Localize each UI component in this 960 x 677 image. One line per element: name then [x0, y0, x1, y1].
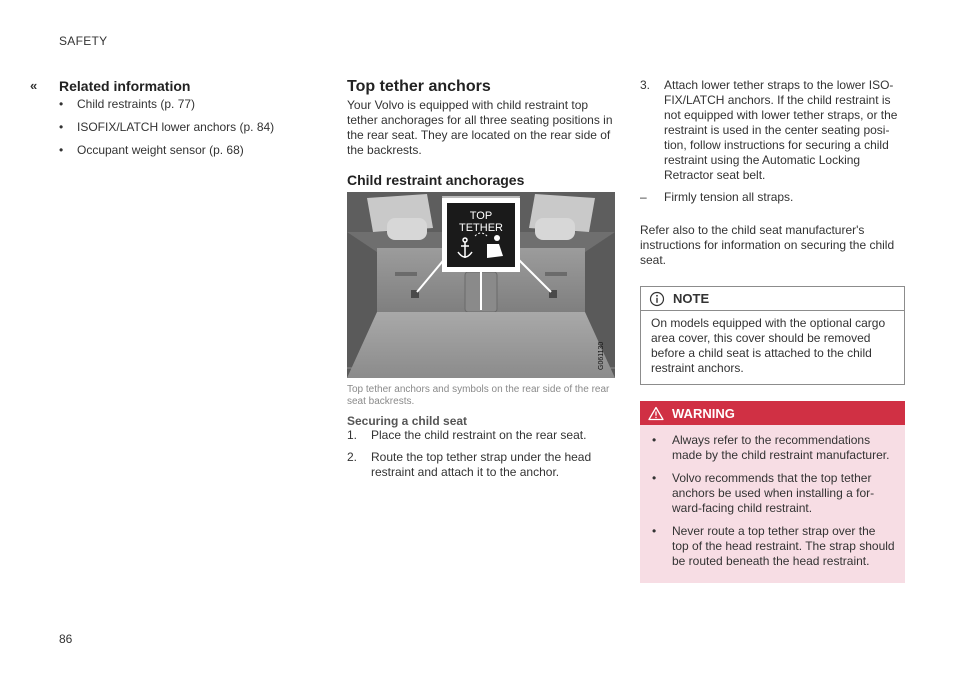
section-header: SAFETY — [59, 34, 108, 48]
intro-paragraph: Your Volvo is equipped with child restraint top tether anchorages for all three seating positions in the rear seat. They are located on the rear side of the backrests. — [347, 98, 613, 157]
warning-list — [640, 425, 905, 583]
image-code: G061130 — [598, 341, 605, 370]
dash-marker: – — [640, 190, 647, 204]
note-text: On models equipped with the optional cargo area cover, this cover should be removed before a child seat is attached to the child restraint anchors. — [651, 316, 886, 375]
steps-list-part2 — [640, 78, 905, 183]
note-header — [641, 287, 904, 311]
page-title: Top tether anchors — [347, 78, 491, 95]
page-number: 86 — [59, 632, 73, 646]
related-link[interactable]: • Child restraints (p. 77) — [59, 97, 309, 112]
related-information-column — [59, 78, 309, 166]
warning-box — [640, 401, 905, 583]
warning-triangle-icon — [648, 406, 664, 421]
step-number: 2. — [347, 450, 358, 464]
step-text: Route the top tether strap under the head restraint and attach it to the anchor. — [371, 450, 592, 479]
warning-header — [640, 401, 905, 425]
procedure-title: Securing a child seat — [347, 414, 468, 428]
warning-label: WARNING — [672, 405, 735, 421]
cargo-area-illustration — [347, 192, 615, 378]
step-item — [640, 78, 905, 183]
related-links-list — [59, 97, 309, 158]
cargo-area-drawing — [347, 192, 615, 378]
related-link[interactable]: • Occupant weight sensor (p. 68) — [59, 143, 309, 158]
back-arrows-icon[interactable]: « — [30, 78, 36, 93]
step-item — [347, 428, 615, 443]
warning-item: • Never route a top tether strap over the top of the head restraint. The strap should be routed beneath the head restraint. — [650, 524, 895, 569]
note-label: NOTE — [673, 291, 710, 306]
refer-paragraph: Refer also to the child seat manufacturer's instructions for information on securing the child seat. — [640, 223, 895, 267]
warning-item: • Volvo recommends that the top tether anchors be used when installing a for-ward-facing child restraint. — [650, 471, 895, 516]
step-item — [347, 450, 615, 480]
step-text: Place the child restraint on the rear seat. — [371, 428, 587, 442]
note-box — [640, 286, 905, 385]
related-information-title: Related information — [59, 78, 191, 94]
info-icon — [649, 291, 665, 307]
top-tether-text-line2: TETHER — [459, 222, 503, 234]
steps-list-part1 — [347, 428, 615, 480]
step-text: Attach lower tether straps to the lower ISO-FIX/LATCH anchors. If the child restraint is not equipped with lower tether straps, or the restraint is used in the center seating posi-tion, follow instructions for securing a child restraint using the Automatic Locking Retractor seat belt. — [664, 78, 898, 182]
warning-item: • Always refer to the recommendations made by the child restraint manufacturer. — [650, 433, 895, 463]
top-tether-text-line1: TOP — [469, 210, 493, 222]
step-number: 1. — [347, 428, 358, 442]
step-number: 3. — [640, 78, 651, 92]
dash-text: Firmly tension all straps. — [664, 190, 794, 204]
related-link[interactable]: • ISOFIX/LATCH lower anchors (p. 84) — [59, 120, 309, 135]
figure-caption: Top tether anchors and symbols on the rear side of the rear seat backrests. — [347, 384, 610, 407]
dash-item — [640, 190, 905, 205]
main-article-column — [347, 78, 615, 487]
right-column — [640, 78, 905, 583]
section-subtitle: Child restraint anchorages — [347, 172, 525, 188]
